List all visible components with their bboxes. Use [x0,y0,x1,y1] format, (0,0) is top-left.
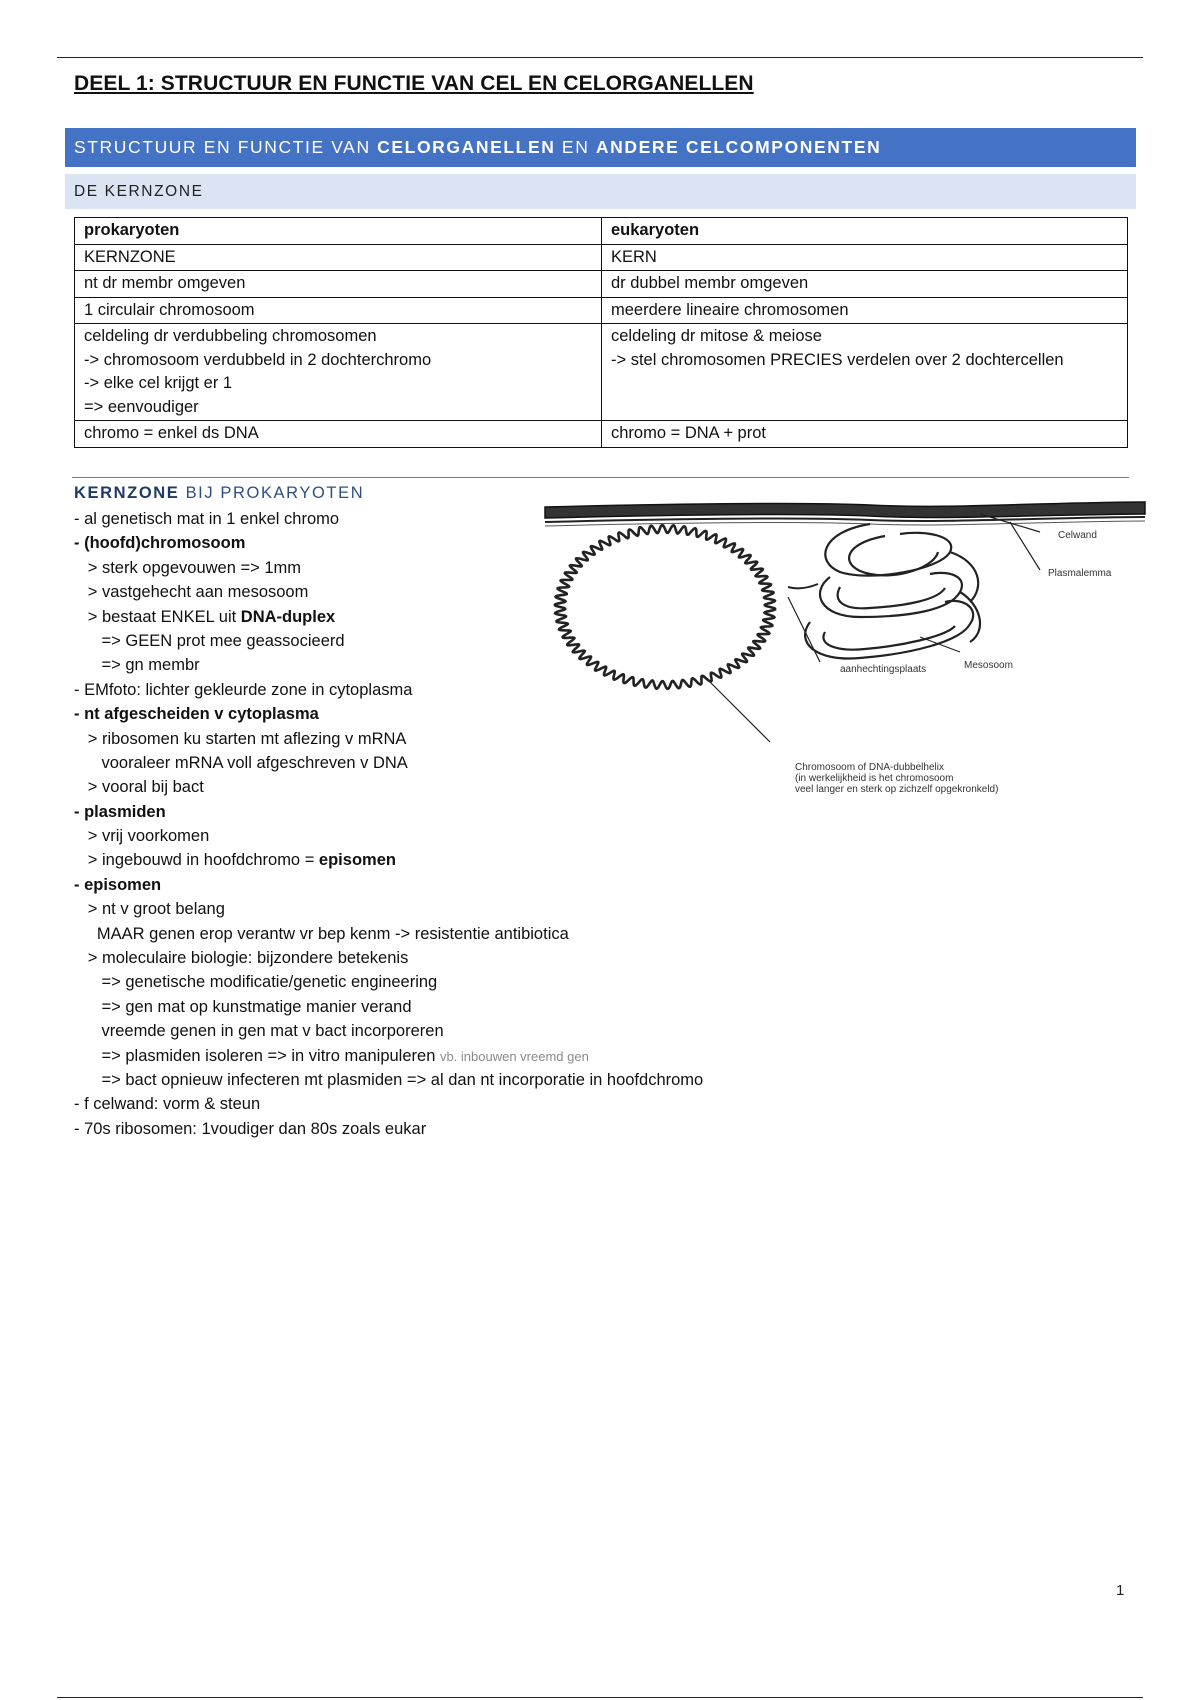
note-line: => gen mat op kunstmatige manier verand [74,997,412,1016]
note-line: vreemde genen in gen mat v bact incorporeren [74,1022,444,1041]
prokaryote-nucleoid-diagram [540,492,1150,812]
table-header-row [75,218,1128,245]
table-cell: celdeling dr verdubbeling chromosomen -> chromosoom verdubbeld in 2 dochterchromo -> elke cel krijgt er 1 => eenvoudiger [75,324,602,421]
table-row [75,244,1128,271]
table-cell: 1 circulair chromosoom [75,297,602,324]
header-prokaryoten: prokaryoten [75,218,602,245]
note-line: vooraleer mRNA voll afgeschreven v DNA [74,753,408,772]
section-heading-part: EN [555,137,596,157]
note-line: => gn membr [74,656,200,675]
episomen-term: episomen [318,851,396,870]
table-cell: meerdere lineaire chromosomen [602,297,1128,324]
leader-lines [710,514,1040,742]
section-heading-celorganellen: CELORGANELLEN [377,137,556,157]
label-chromosoom-3: veel langer en sterk op zichzelf opgekronkeld) [795,784,999,795]
label-aanhechtingsplaats: aanhechtingsplaats [840,664,927,675]
bottom-rule [57,1697,1143,1698]
table-cell: chromo = DNA + prot [602,421,1128,448]
note-line: - episomen [74,875,162,894]
attachment-point [788,584,818,588]
note-line: > vastgehecht aan mesosoom [74,583,309,602]
table-cell: KERNZONE [75,244,602,271]
note-line: > sterk opgevouwen => 1mm [74,558,301,577]
section-heading-part: STRUCTUUR EN FUNCTIE VAN [74,137,378,157]
page-number: 1 [1116,1582,1125,1599]
label-chromosoom-2: (in werkelijkheid is het chromosoom [795,773,954,784]
note-line: > vooral bij bact [74,778,204,797]
note-text: > bestaat ENKEL uit [74,607,241,626]
plasma-membrane-inner [545,521,1145,526]
note-line: - f celwand: vorm & steun [74,1095,261,1114]
table-row [75,297,1128,324]
note-line: MAAR genen erop verantw vr bep kenm -> resistentie antibiotica [74,924,569,943]
section-heading-celcomponenten: ANDERE CELCOMPONENTEN [595,137,882,157]
note-line: > nt v groot belang [74,900,225,919]
note-line [74,1044,703,1068]
dna-duplex-term: DNA-duplex [240,607,336,626]
comparison-table [74,217,1128,448]
note-line: - nt afgescheiden v cytoplasma [74,705,319,724]
note-line: => GEEN prot mee geassocieerd [74,631,345,650]
label-chromosoom-1: Chromosoom of DNA-dubbelhelix [795,762,944,773]
table-row [75,421,1128,448]
top-rule [57,57,1143,58]
note-line: => genetische modificatie/genetic engineering [74,973,438,992]
subsection-heading: DE KERNZONE [65,174,1136,209]
table-cell: KERN [602,244,1128,271]
table-cell: chromo = enkel ds DNA [75,421,602,448]
label-mesosoom: Mesosoom [964,660,1013,671]
table-cell: celdeling dr mitose & meiose -> stel chromosomen PRECIES verdelen over 2 dochtercellen [602,324,1128,421]
table-cell: nt dr membr omgeven [75,271,602,298]
section-heading [65,128,1136,167]
note-line: - al genetisch mat in 1 enkel chromo [74,510,340,528]
section-divider [72,477,1129,478]
header-eukaryoten: eukaryoten [602,218,1128,245]
note-line: - (hoofd)chromosoom [74,534,246,553]
kernzone-heading [74,484,364,503]
table-row [75,271,1128,298]
note-line: > ribosomen ku starten mt aflezing v mRNA [74,729,407,748]
chromosome-loop [555,525,775,689]
note-line: > moleculaire biologie: bijzondere betekenis [74,949,409,968]
note-text: => plasmiden isoleren => in vitro manipuleren [74,1046,440,1065]
note-line: - EMfoto: lichter gekleurde zone in cytoplasma [74,680,413,699]
mesosome [805,524,980,659]
table-cell: dr dubbel membr omgeven [602,271,1128,298]
table-row [75,324,1128,421]
note-text: > ingebouwd in hoofdchromo = [74,851,319,870]
note-line [74,848,703,872]
page-title: DEEL 1: STRUCTUUR EN FUNCTIE VAN CEL EN CELORGANELLEN [74,72,754,95]
label-celwand: Celwand [1058,530,1097,541]
cell-wall [545,502,1145,518]
small-note: vb. inbouwen vreemd gen [439,1048,589,1064]
note-line: - 70s ribosomen: 1voudiger dan 80s zoals eukar [74,1119,427,1138]
plasma-membrane [545,517,1145,522]
note-line: => bact opnieuw infecteren mt plasmiden => al dan nt incorporatie in hoofdchromo [74,1070,704,1089]
label-plasmalemma: Plasmalemma [1048,568,1112,579]
kernzone-heading-bold: KERNZONE [74,484,180,502]
note-line: - plasmiden [74,802,166,821]
kernzone-heading-rest: BIJ PROKARYOTEN [179,484,365,502]
note-line: > vrij voorkomen [74,827,210,846]
